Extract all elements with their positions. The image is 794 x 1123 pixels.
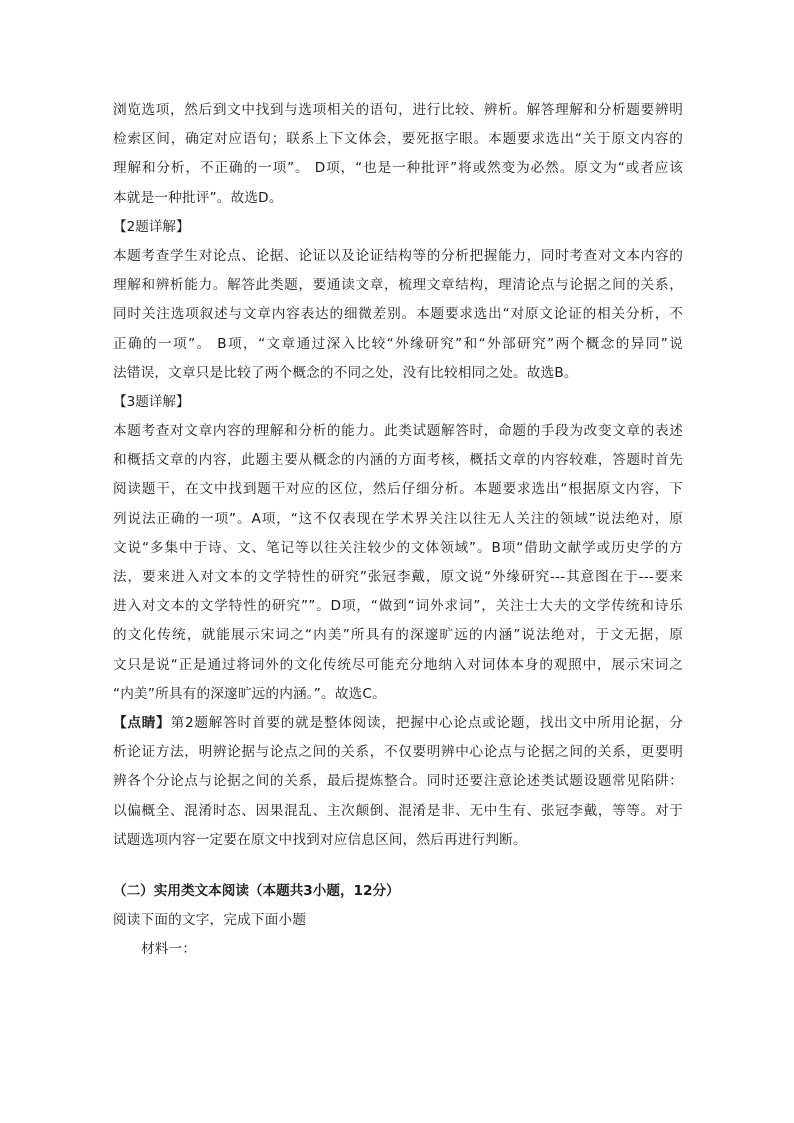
text-line: “内美”所具有的深邃旷远的内涵。”。故选C。 [113,685,386,702]
text-line: 浏览选项，然后到文中找到与选项相关的语句，进行比较、辨析。解答理解和分析题要辨明 [113,102,683,118]
section-heading-q2: 【2题详解】 [113,218,190,235]
section-title: （二）实用类文本阅读（本题共3小题，12分） [113,882,400,899]
text-line: 试题选项内容一定要在原文中找到对应信息区间，然后再进行判断。 [113,831,527,848]
paragraph-answer-1 [113,96,683,213]
text-line: 以偏概全、混淆时态、因果混乱、主次颠倒、混淆是非、无中生有、张冠李戴，等等。对于 [113,802,683,819]
text-line: 法错误，文章只是比较了两个概念的不同之处，没有比较相同之处。故选B。 [113,364,578,381]
text-line: 同时关注选项叙述与文章内容表达的细微差别。本题要求选出“对原文论证的相关分析，不 [113,306,683,323]
instruction-text: 阅读下面的文字，完成下面小题 [113,912,307,929]
text-line: 文只是说“正是通过将词外的文化传统尽可能充分地纳入对词体本身的观照中，展示宋词之 [113,656,683,673]
material-label: 材料一： [141,941,197,958]
text-line: 本题考查学生对论点、论据、论证以及论证结构等的分析把握能力，同时考查对文本内容的 [113,247,683,264]
text-line: 阅读题干，在文中找到题干对应的区位，然后仔细分析。本题要求选出“根据原文内容，下 [113,481,683,498]
text-line: 理解和分析，不正确的一项”。 D项，“也是一种批评”将或然变为必然。原文为“或者应该 [113,160,683,177]
paragraph-key-point [113,709,683,855]
text-line: 法，要来进入对文本的文学特性的研究”张冠李戴，原文说“外缘研究---其意图在于---要来 [113,569,683,585]
paragraph-answer-2 [113,213,683,388]
section-heading-q3: 【3题详解】 [113,393,190,410]
section-spacer [113,855,683,877]
key-point-text: 第2题解答时首要的就是整体阅读，把握中心论点或论题，找出文中所用论据，分 [170,714,683,731]
paragraph-answer-3 [113,388,683,709]
text-line: 的文化传统，就能展示宋词之“内美”所具有的深邃旷远的内涵”说法绝对，于文无据，原 [113,627,683,644]
document-page [113,96,683,964]
text-line [113,709,683,738]
text-line: 析论证方法，明辨论据与论点之间的关系，不仅要明辨中心论点与论据之间的关系，更要明 [113,744,683,761]
text-line: 理解和辨析能力。解答此类题，要通读文章，梳理文章结构，理清论点与论据之间的关系， [113,277,683,294]
text-line: 文说“多集中于诗、文、笔记等以往关注较少的文体领域”。B项“借助文献学或历史学的方 [113,539,683,556]
text-line: 本就是一种批评”。故选D。 [113,189,283,206]
text-line: 和概括文章的内容，此题主要从概念的内涵的方面考核，概括文章的内容较难，答题时首先 [113,452,683,469]
text-line: 列说法正确的一项”。A项，“这不仅表现在学术界关注以往无人关注的领域”说法绝对，原 [113,510,683,527]
text-line: 辨各个分论点与论据之间的关系，最后提炼整合。同时还要注意论述类试题设题常见陷阱： [113,773,683,790]
text-line: 正确的一项”。 B项，“文章通过深入比较“外缘研究”和“外部研究”两个概念的异同”说 [113,335,683,352]
text-line: 进入对文本的文学特性的研究””。D项，“做到“词外求词”，关注士大夫的文学传统和诗乐 [113,598,683,615]
section-practical-reading [113,877,683,965]
key-point-label: 【点睛】 [113,714,171,731]
text-line: 本题考查对文章内容的理解和分析的能力。此类试题解答时，命题的手段为改变文章的表述 [113,423,683,440]
text-line: 检索区间，确定对应语句；联系上下文体会，要死抠字眼。本题要求选出“关于原文内容的 [113,131,683,148]
